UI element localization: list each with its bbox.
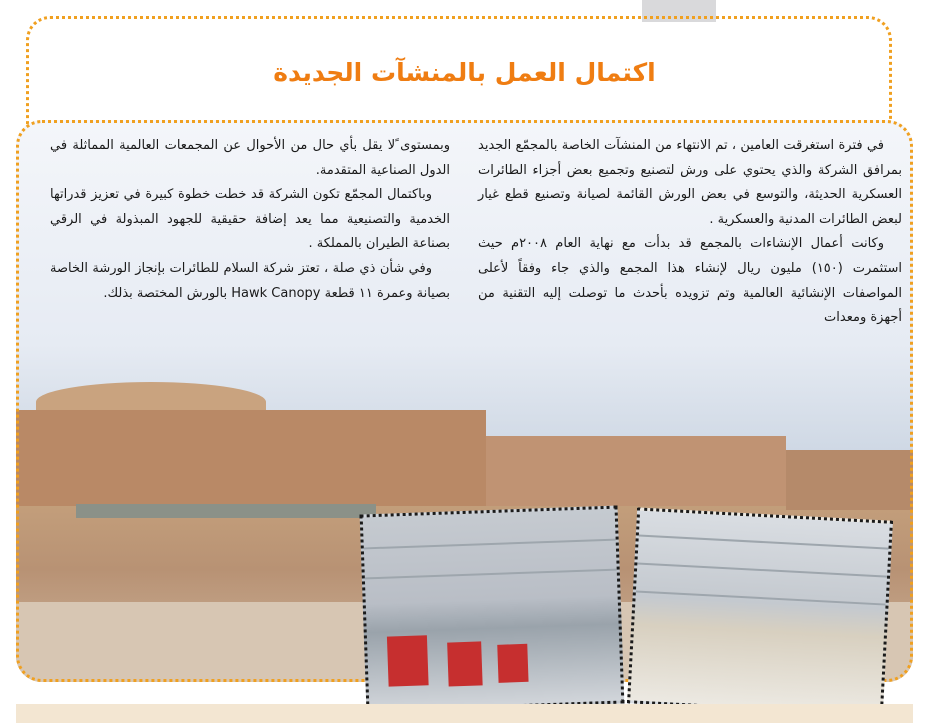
article-column-left: [50, 134, 450, 306]
hangar-photo: [627, 507, 893, 716]
ceiling-beam: [364, 539, 616, 550]
ceiling-beam: [636, 590, 886, 605]
workshop-photo: [360, 506, 625, 713]
paragraph: وباكتمال المجمّع تكون الشركة قد خطت خطوة كبيرة في تعزيز قدراتها الخدمية والتصنيعية مما يعد إضافة حقيقية للجهود المبذولة في الرقي بصناعة الطيران بالمملكة .: [50, 187, 450, 252]
red-equipment: [447, 641, 483, 686]
paragraph: وبمستوى ًلا يقل بأي حال من الأحوال عن المجمعات العالمية المماثلة في الدول الصناعية المتقدمة.: [50, 138, 450, 178]
footer-band: [16, 704, 913, 723]
paragraph: في فترة استغرقت العامين ، تم الانتهاء من المنشآت الخاصة بالمجمّع الجديد بمرافق الشركة والذي يحتوي على ورش لتصنيع وتجميع بعض أجزاء الطائرات العسكرية الحديثة، والتوسع في بعض الورش القائمة لصيانة وتصنيع قطع غيار لبعض الطائرات المدنية والعسكرية .: [478, 138, 902, 227]
paragraph: وكانت أعمال الإنشاءات بالمجمع قد بدأت مع نهاية العام ٢٠٠٨م حيث استثمرت (١٥٠) مليون ريال لإنشاء هذا المجمع والذي جاء وفقاً لأعلى المواصفات الإنشائية العالمية وتم تزويده بأحدث ما توصلت إليه التقنية من أجهزة ومعدات: [478, 236, 902, 326]
paragraph: وفي شأن ذي صلة ، تعتز شركة السلام للطائرات بإنجاز الورشة الخاصة بصيانة وعمرة ١١ قطعة Hawk Canopy بالورش المختصة بذلك.: [50, 260, 450, 301]
ceiling-beam: [639, 535, 889, 550]
red-equipment: [497, 644, 528, 683]
article-column-right: [478, 134, 902, 331]
article-title: اكتمال العمل بالمنشآت الجديدة: [273, 58, 656, 87]
ceiling-beam: [637, 563, 887, 578]
red-equipment: [387, 635, 429, 686]
ceiling-beam: [365, 569, 617, 580]
